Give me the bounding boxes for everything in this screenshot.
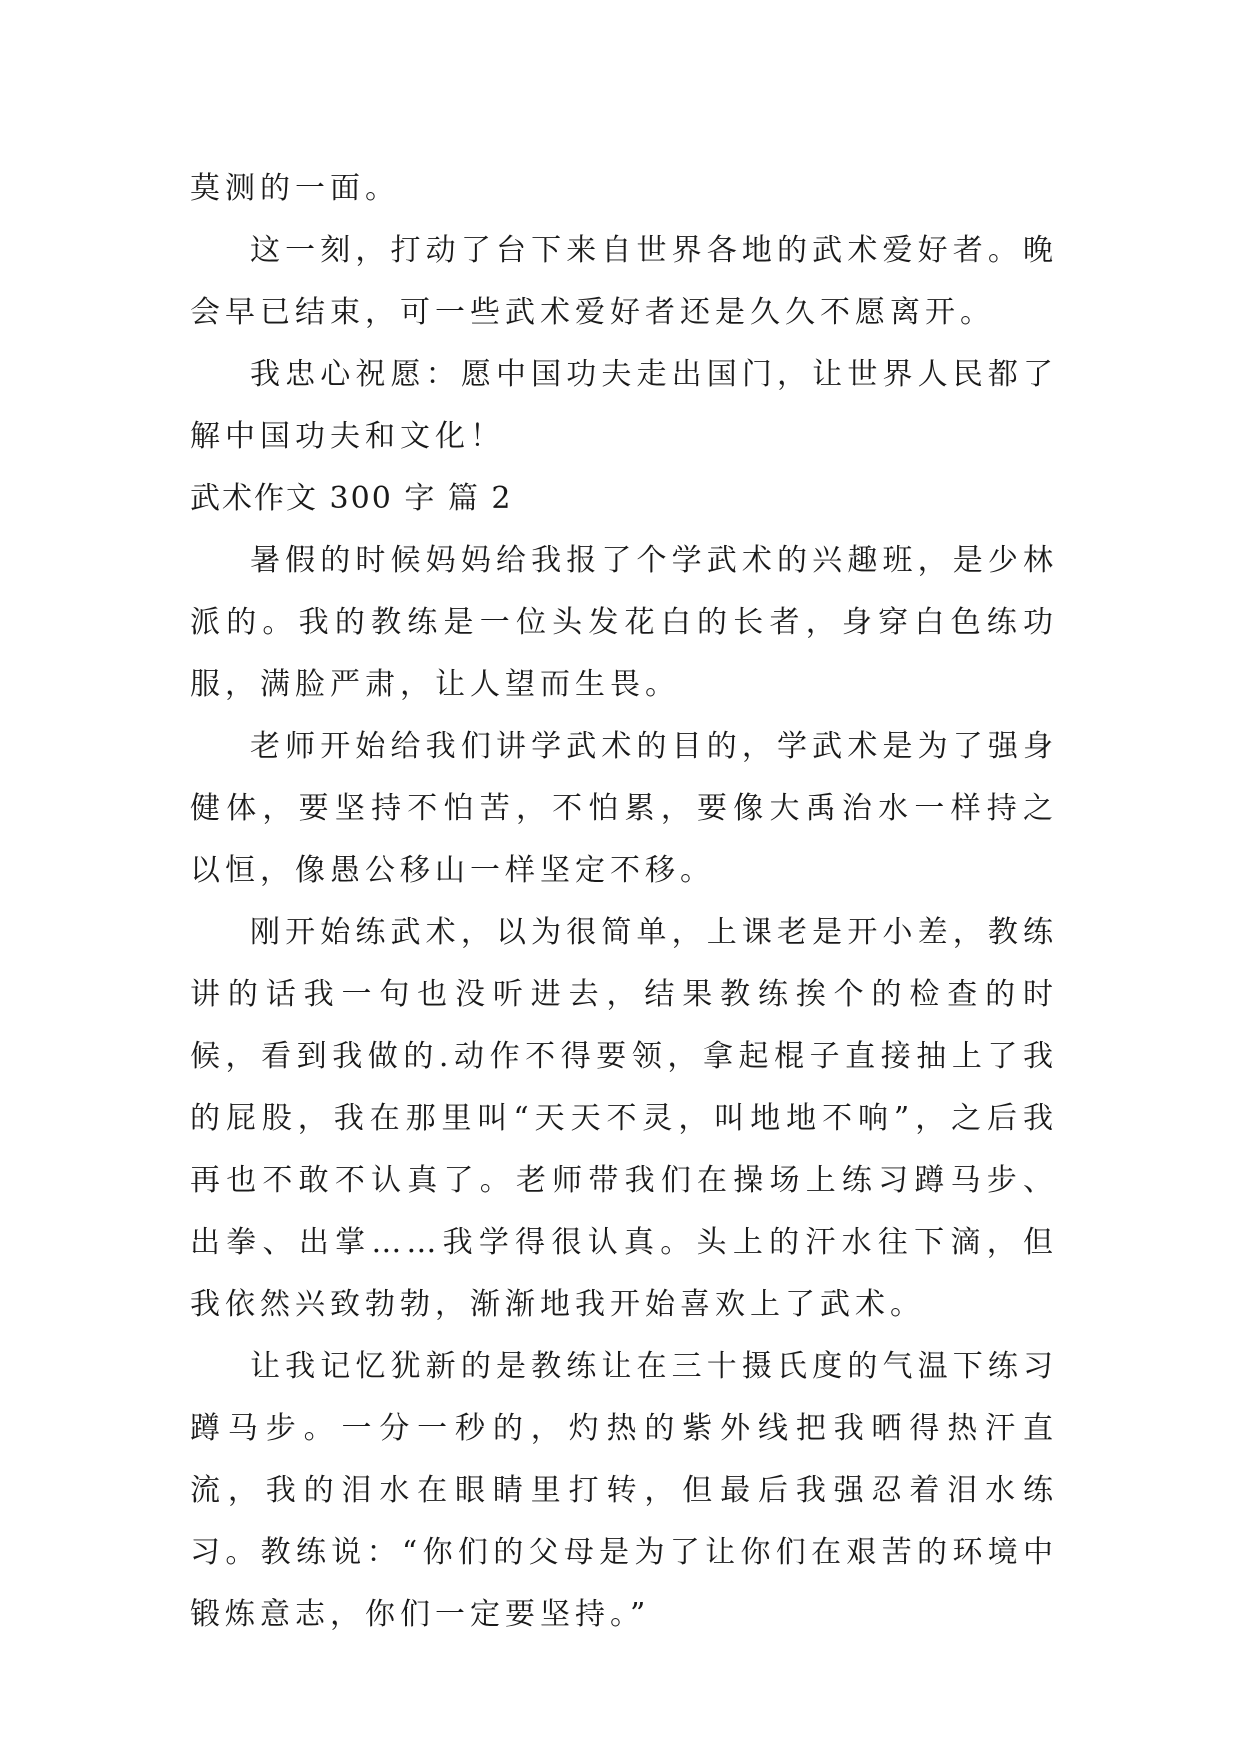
- section-heading: 武术作文 300 字 篇 2: [190, 481, 513, 516]
- paragraph: 暑假的时候妈妈给我报了个学武术的兴趣班，是少林派的。我的教练是一位头发花白的长者，身穿白色练功服，满脸严肃，让人望而生畏。: [190, 543, 1058, 702]
- paragraph: 莫测的一面。: [190, 171, 400, 206]
- paragraph: 老师开始给我们讲学武术的目的，学武术是为了强身健体，要坚持不怕苦，不怕累，要像大禹治水一样持之以恒，像愚公移山一样坚定不移。: [190, 729, 1058, 888]
- paragraph: 刚开始练武术，以为很简单，上课老是开小差，教练讲的话我一句也没听进去，结果教练挨个的检查的时候，看到我做的.动作不得要领，拿起棍子直接抽上了我的屁股，我在那里叫“天天不灵，叫地地不响”，之后我再也不敢不认真了。老师带我们在操场上练习蹲马步、出拳、出掌……我学得很认真。头上的汗水往下滴，但我依然兴致勃勃，渐渐地我开始喜欢上了武术。: [190, 915, 1058, 1322]
- document-body: [190, 158, 1058, 1646]
- paragraph: 这一刻，打动了台下来自世界各地的武术爱好者。晚会早已结束，可一些武术爱好者还是久久不愿离开。: [190, 233, 1058, 330]
- paragraph: 我忠心祝愿：愿中国功夫走出国门，让世界人民都了解中国功夫和文化！: [190, 357, 1058, 454]
- paragraph: 让我记忆犹新的是教练让在三十摄氏度的气温下练习蹲马步。一分一秒的，灼热的紫外线把我晒得热汗直流，我的泪水在眼睛里打转，但最后我强忍着泪水练习。教练说：“你们的父母是为了让你们在艰苦的环境中锻炼意志，你们一定要坚持。”: [190, 1349, 1058, 1632]
